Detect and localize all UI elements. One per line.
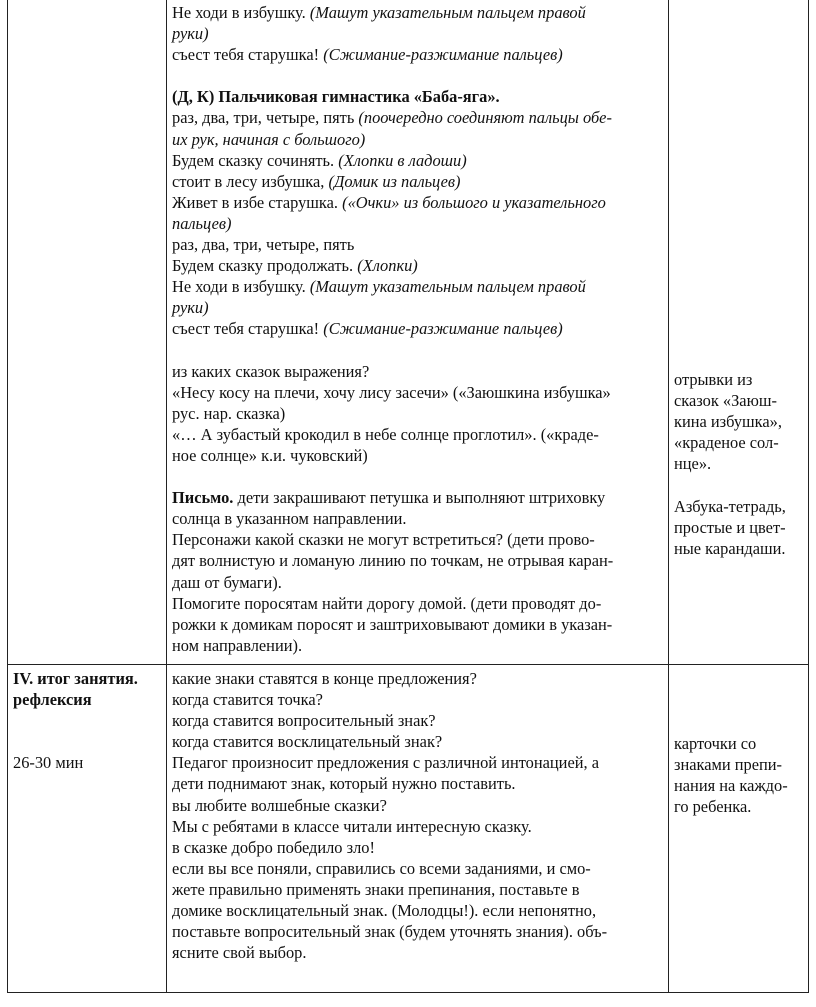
text-line: знаками препи- [674, 755, 782, 775]
text-line: отрывки из [674, 370, 753, 389]
stage-subtitle: рефлексия [13, 690, 92, 710]
text-line: дети поднимают знак, который нужно поставить. [172, 774, 516, 794]
text-line: Будем сказку продолжать. (Хлопки) [172, 256, 418, 276]
row1-materials-cell [674, 369, 808, 559]
text-line: рус. нар. сказка) [172, 403, 286, 423]
text-line: «… А зубастый крокодил в небе солнце проглотил». («краде- [172, 424, 599, 444]
text-line: кина избушка», [674, 412, 782, 432]
text-line: ное солнце» к.и. чуковский) [172, 445, 368, 465]
table-divider-col2 [668, 0, 669, 993]
text-line: раз, два, три, четыре, пять (поочередно соединяют пальцы обе- [172, 108, 612, 128]
table-border-right [808, 0, 809, 993]
text-line: го ребенка. [674, 797, 752, 817]
text-line: Живет в избе старушка. («Очки» из большого и указательного [172, 192, 606, 212]
text-line: рожки к домикам поросят и заштриховывают домики в указан- [172, 614, 613, 634]
table-row-divider [7, 664, 809, 665]
text-line: пальцев) [172, 213, 232, 233]
text-line: когда ставится точка? [172, 690, 323, 710]
text-line: Не ходи в избушку. (Машут указательным пальцем правой [172, 3, 586, 22]
text-line: сказок «Заюш- [674, 391, 777, 411]
text-line: Педагог произносит предложения с различной интонацией, а [172, 753, 599, 773]
text-line: какие знаки ставятся в конце предложения? [172, 669, 477, 688]
stage-title: IV. итог занятия. [13, 669, 138, 688]
text-line: когда ставится вопросительный знак? [172, 711, 436, 731]
text-line: даш от бумаги). [172, 572, 282, 592]
text-line: ясните свой выбор. [172, 943, 307, 963]
text-line: Письмо. дети закрашивают петушка и выполняют штриховку [172, 488, 606, 508]
text-line: Мы с ребятами в классе читали интересную сказку. [172, 816, 532, 836]
text-line: Будем сказку сочинять. (Хлопки в ладоши) [172, 150, 467, 170]
row2-materials-cell [674, 733, 808, 817]
text-line: руки) [172, 24, 209, 44]
text-line: в сказке добро победило зло! [172, 837, 375, 857]
text-line: ном направлении). [172, 635, 303, 655]
text-line: съест тебя старушка! (Сжимание-разжимание пальцев) [172, 45, 563, 65]
text-line: Помогите поросятам найти дорогу домой. (дети проводят до- [172, 593, 602, 613]
text-line: домике восклицательный знак. (Молодцы!). если непонятно, [172, 901, 597, 921]
text-line: руки) [172, 298, 209, 318]
table-divider-col1 [166, 0, 167, 993]
text-line: Не ходи в избушку. (Машут указательным пальцем правой [172, 277, 586, 297]
text-line: из каких сказок выражения? [172, 361, 370, 381]
text-line: поставьте вопросительный знак (будем уточнять знания). объ- [172, 922, 608, 942]
text-line: когда ставится восклицательный знак? [172, 732, 443, 752]
text-line: карточки со [674, 734, 757, 753]
text-line: простые и цвет- [674, 517, 786, 537]
text-line: «Несу косу на плечи, хочу лису засечи» («Заюшкина избушка» [172, 382, 611, 402]
text-line: дят волнистую и ломаную линию по точкам, не отрывая каран- [172, 551, 614, 571]
text-line: если вы все поняли, справились со всеми заданиями, и смо- [172, 858, 591, 878]
text-line: стоит в лесу избушка, (Домик из пальцев) [172, 171, 461, 191]
text-line: нания на каждо- [674, 776, 788, 796]
text-line: жете правильно применять знаки препинания, поставьте в [172, 879, 580, 899]
text-line: Азбука-тетрадь, [674, 496, 786, 516]
row1-activity-cell [172, 2, 666, 656]
row2-activity-cell [172, 668, 666, 963]
table-border-bottom [7, 992, 809, 993]
text-line: раз, два, три, четыре, пять [172, 235, 355, 255]
text-line: вы любите волшебные сказки? [172, 795, 387, 815]
stage-time: 26-30 мин [13, 753, 84, 773]
text-line: ные карандаши. [674, 538, 786, 558]
section-heading: (Д, К) Пальчиковая гимнастика «Баба-яга». [172, 87, 500, 107]
text-line: их рук, начиная с большого) [172, 129, 366, 149]
text-line: нце». [674, 454, 712, 474]
text-line: солнца в указанном направлении. [172, 509, 407, 529]
text-line: съест тебя старушка! (Сжимание-разжимание пальцев) [172, 319, 563, 339]
text-line: «краденое сол- [674, 433, 779, 453]
table-border-left [7, 0, 8, 993]
row2-stage-cell [13, 668, 165, 773]
text-line: Персонажи какой сказки не могут встретиться? (дети прово- [172, 530, 595, 550]
